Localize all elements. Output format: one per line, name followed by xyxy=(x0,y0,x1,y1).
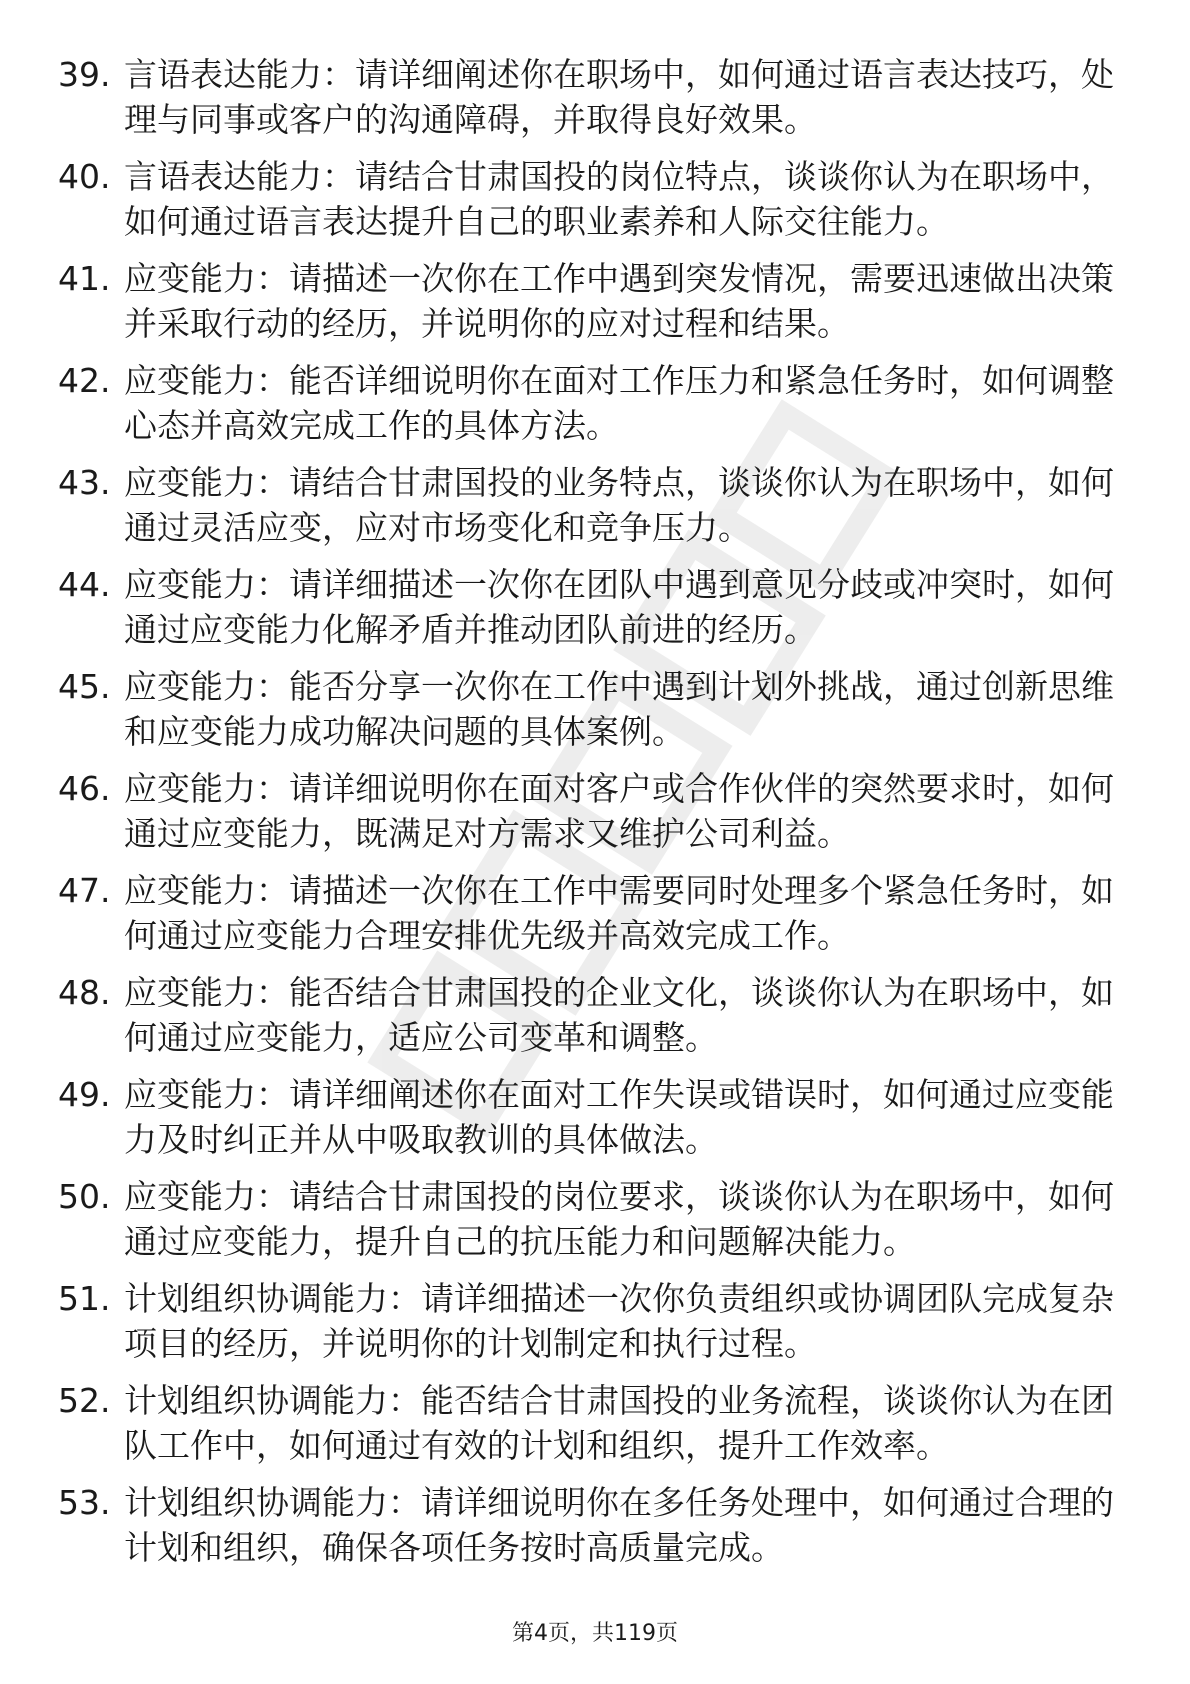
question-number: 49. xyxy=(58,1075,111,1114)
question-text: 应变能力：能否结合甘肃国投的企业文化，谈谈你认为在职场中，如何通过应变能力，适应公司变革和调整。 xyxy=(124,973,1114,1057)
question-item xyxy=(58,1276,1138,1366)
question-number: 42. xyxy=(58,361,111,400)
question-item xyxy=(58,562,1138,652)
question-item xyxy=(58,52,1138,142)
question-item xyxy=(58,1072,1138,1162)
question-number: 41. xyxy=(58,259,111,298)
question-text: 应变能力：能否详细说明你在面对工作压力和紧急任务时，如何调整心态并高效完成工作的具体方法。 xyxy=(124,361,1114,445)
question-text: 计划组织协调能力：请详细描述一次你负责组织或协调团队完成复杂项目的经历，并说明你的计划制定和执行过程。 xyxy=(124,1279,1114,1363)
question-text: 计划组织协调能力：请详细说明你在多任务处理中，如何通过合理的计划和组织，确保各项任务按时高质量完成。 xyxy=(124,1483,1114,1567)
question-number: 39. xyxy=(58,55,111,94)
question-item xyxy=(58,1378,1138,1468)
question-item xyxy=(58,1174,1138,1264)
question-number: 53. xyxy=(58,1483,111,1522)
question-text: 应变能力：请描述一次你在工作中需要同时处理多个紧急任务时，如何通过应变能力合理安排优先级并高效完成工作。 xyxy=(124,871,1114,955)
question-text: 言语表达能力：请结合甘肃国投的岗位特点，谈谈你认为在职场中，如何通过语言表达提升自己的职业素养和人际交往能力。 xyxy=(124,157,1114,241)
question-item xyxy=(58,664,1138,754)
question-number: 46. xyxy=(58,769,111,808)
question-text: 言语表达能力：请详细阐述你在职场中，如何通过语言表达技巧，处理与同事或客户的沟通障碍，并取得良好效果。 xyxy=(124,55,1114,139)
question-number: 44. xyxy=(58,565,111,604)
question-text: 计划组织协调能力：能否结合甘肃国投的业务流程，谈谈你认为在团队工作中，如何通过有效的计划和组织，提升工作效率。 xyxy=(124,1381,1114,1465)
question-item xyxy=(58,1480,1138,1570)
question-item xyxy=(58,358,1138,448)
question-item xyxy=(58,256,1138,346)
question-item xyxy=(58,970,1138,1060)
question-number: 45. xyxy=(58,667,111,706)
question-number: 52. xyxy=(58,1381,111,1420)
question-list xyxy=(58,52,1138,1582)
question-text: 应变能力：请结合甘肃国投的岗位要求，谈谈你认为在职场中，如何通过应变能力，提升自己的抗压能力和问题解决能力。 xyxy=(124,1177,1114,1261)
question-text: 应变能力：请描述一次你在工作中遇到突发情况，需要迅速做出决策并采取行动的经历，并说明你的应对过程和结果。 xyxy=(124,259,1114,343)
question-number: 40. xyxy=(58,157,111,196)
page-footer: 第4页，共119页 xyxy=(512,1621,678,1646)
question-text: 应变能力：请结合甘肃国投的业务特点，谈谈你认为在职场中，如何通过灵活应变，应对市场变化和竞争压力。 xyxy=(124,463,1114,547)
question-item xyxy=(58,868,1138,958)
question-item xyxy=(58,154,1138,244)
question-text: 应变能力：请详细阐述你在面对工作失误或错误时，如何通过应变能力及时纠正并从中吸取教训的具体做法。 xyxy=(124,1075,1114,1159)
question-number: 51. xyxy=(58,1279,111,1318)
question-item xyxy=(58,460,1138,550)
question-text: 应变能力：请详细说明你在面对客户或合作伙伴的突然要求时，如何通过应变能力，既满足对方需求又维护公司利益。 xyxy=(124,769,1114,853)
question-number: 43. xyxy=(58,463,111,502)
question-item xyxy=(58,766,1138,856)
question-number: 48. xyxy=(58,973,111,1012)
question-number: 47. xyxy=(58,871,111,910)
question-text: 应变能力：能否分享一次你在工作中遇到计划外挑战，通过创新思维和应变能力成功解决问题的具体案例。 xyxy=(124,667,1114,751)
question-text: 应变能力：请详细描述一次你在团队中遇到意见分歧或冲突时，如何通过应变能力化解矛盾并推动团队前进的经历。 xyxy=(124,565,1114,649)
question-number: 50. xyxy=(58,1177,111,1216)
